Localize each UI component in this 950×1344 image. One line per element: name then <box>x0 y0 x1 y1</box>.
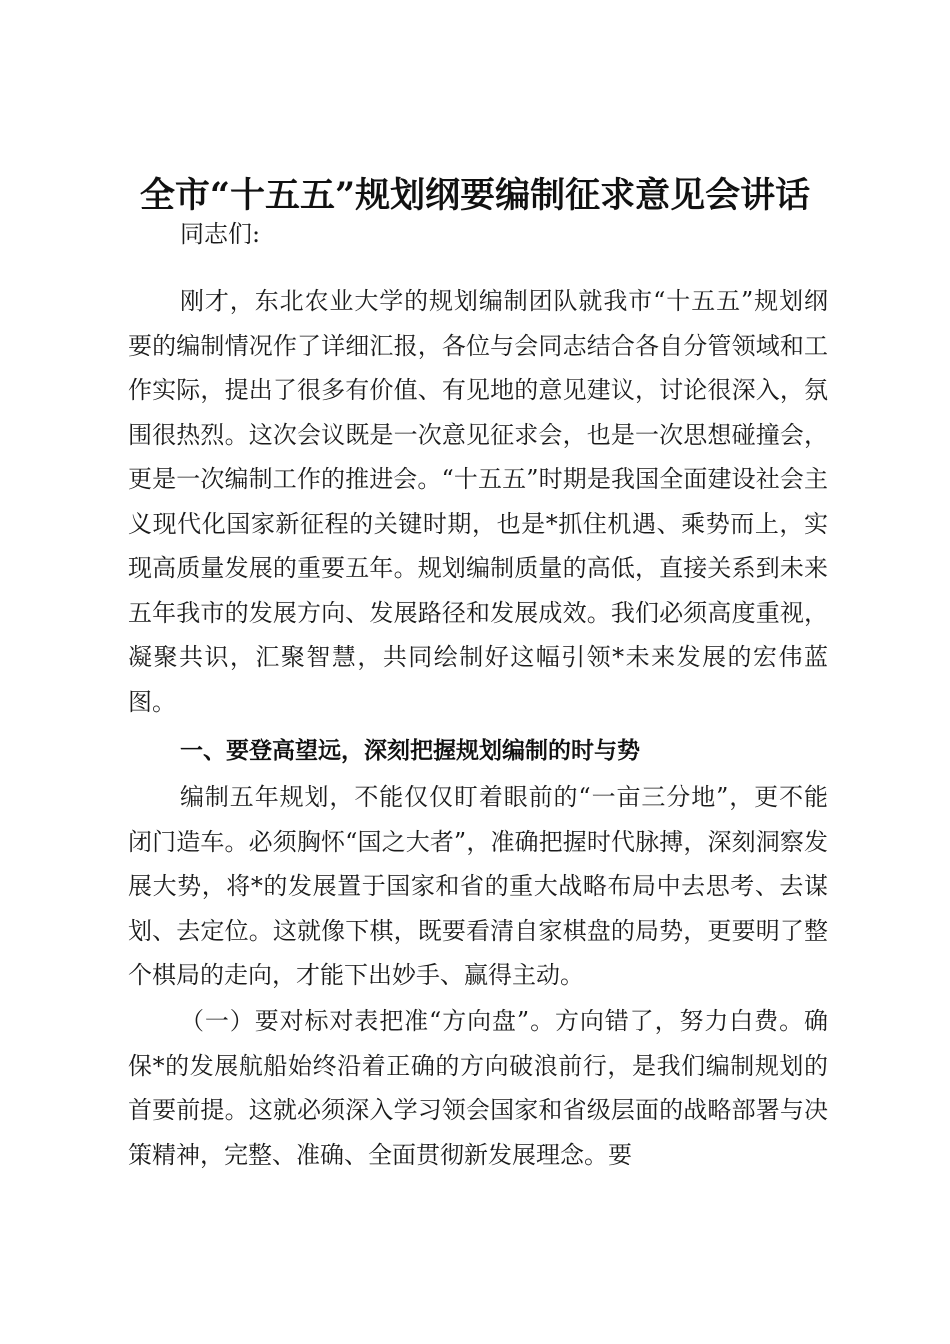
document-title: 全市“十五五”规划纲要编制征求意见会讲话 <box>139 175 811 216</box>
opening-paragraph <box>128 279 828 724</box>
greeting: 同志们: <box>180 220 261 248</box>
paragraph-text: 编制五年规划，不能仅仅盯着眼前的“一亩三分地”，更不能闭门造车。必须胸怀“国之大者”，准确把握时代脉搏，深刻洞察发展大势，将*的发展置于国家和省的重大战略布局中去思考、去谋划、去定位。这就像下棋，既要看清自家棋盘的局势，更要明了整个棋局的走向，才能下出妙手、赢得主动。 <box>128 783 828 989</box>
paragraph-text: 刚才，东北农业大学的规划编制团队就我市“十五五”规划纲要的编制情况作了详细汇报，各位与会同志结合各自分管领域和工作实际，提出了很多有价值、有见地的意见建议，讨论很深入，氛围很热烈。这次会议既是一次意见征求会，也是一次思想碰撞会，更是一次编制工作的推进会。“十五五”时期是我国全面建设社会主义现代化国家新征程的关键时期，也是*抓住机遇、乘势而上，实现高质量发展的重要五年。规划编制质量的高低，直接关系到未来五年我市的发展方向、发展路径和发展成效。我们必须高度重视，凝聚共识，汇聚智慧，共同绘制好这幅引领*未来发展的宏伟蓝图。 <box>128 287 828 716</box>
paragraph-text: （一）要对标对表把准“方向盘”。方向错了，努力白费。确保*的发展航船始终沿着正确的方向破浪前行，是我们编制规划的首要前提。这就必须深入学习领会国家和省级层面的战略部署与决策精神，完整、准确、全面贯彻新发展理念。要 <box>128 1007 828 1169</box>
section-paragraph-2 <box>128 999 828 1177</box>
section-heading: 一、要登高望远，深刻把握规划编制的时与势 <box>180 738 640 764</box>
section-paragraph-1 <box>128 775 828 998</box>
